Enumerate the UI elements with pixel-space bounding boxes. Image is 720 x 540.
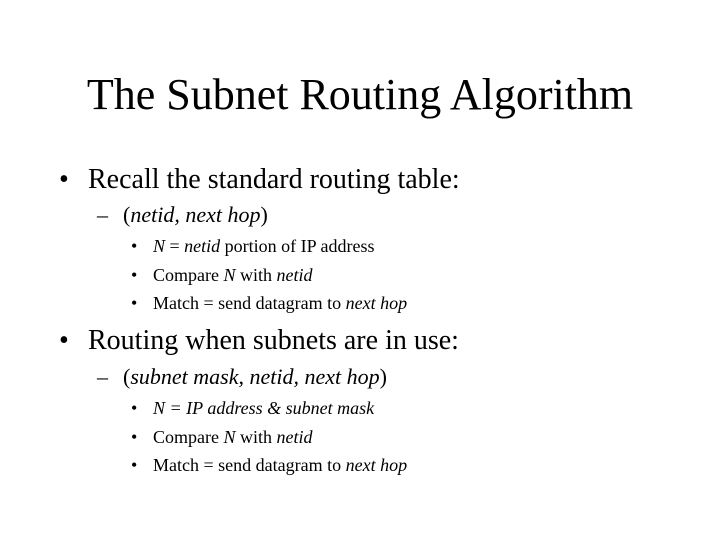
detail-item (131, 397, 374, 419)
detail-text: with (235, 427, 277, 447)
bullet-icon: • (59, 164, 69, 195)
bullet-icon: • (131, 427, 138, 447)
detail-italic: netid (276, 427, 313, 447)
field-list: netid, next hop (130, 202, 261, 227)
bullet-routing-with-subnets (59, 324, 459, 358)
bullet-icon: • (131, 293, 138, 313)
detail-italic: next hop (345, 455, 408, 475)
bullet-icon: • (131, 236, 138, 256)
detail-italic: N (223, 427, 236, 447)
sub-item-subnet-fields (97, 363, 387, 391)
bullet-icon: • (59, 325, 69, 356)
detail-text: Compare (153, 427, 224, 447)
bullet-recall-standard-table (59, 163, 460, 197)
detail-italic: netid (184, 236, 221, 256)
bullet-icon: • (131, 398, 138, 418)
detail-text: Match = send datagram to (153, 293, 346, 313)
paren-open: ( (123, 364, 131, 389)
detail-item (131, 235, 374, 257)
detail-item (131, 264, 313, 286)
detail-text: Compare (153, 265, 224, 285)
bullet-text: Recall the standard routing table: (88, 164, 460, 195)
paren-close: ) (379, 364, 387, 389)
paren-open: ( (123, 202, 131, 227)
bullet-text: Routing when subnets are in use: (88, 325, 459, 356)
detail-italic: N (153, 236, 166, 256)
detail-item (131, 292, 407, 314)
slide-title: The Subnet Routing Algorithm (86, 70, 634, 119)
paren-close: ) (260, 202, 268, 227)
detail-text: with (235, 265, 277, 285)
bullet-icon: • (131, 455, 138, 475)
detail-italic: next hop (345, 293, 408, 313)
field-list: subnet mask, netid, next hop (130, 364, 380, 389)
sub-item-standard-fields (97, 201, 268, 229)
detail-italic: N (223, 265, 236, 285)
detail-text: portion of IP address (220, 236, 375, 256)
detail-text: Match = send datagram to (153, 455, 346, 475)
detail-italic: N = IP address & subnet mask (153, 398, 375, 418)
detail-item (131, 454, 407, 476)
detail-item (131, 426, 313, 448)
dash-icon: – (97, 202, 108, 227)
dash-icon: – (97, 364, 108, 389)
detail-text: = (165, 236, 185, 256)
detail-italic: netid (276, 265, 313, 285)
bullet-icon: • (131, 265, 138, 285)
